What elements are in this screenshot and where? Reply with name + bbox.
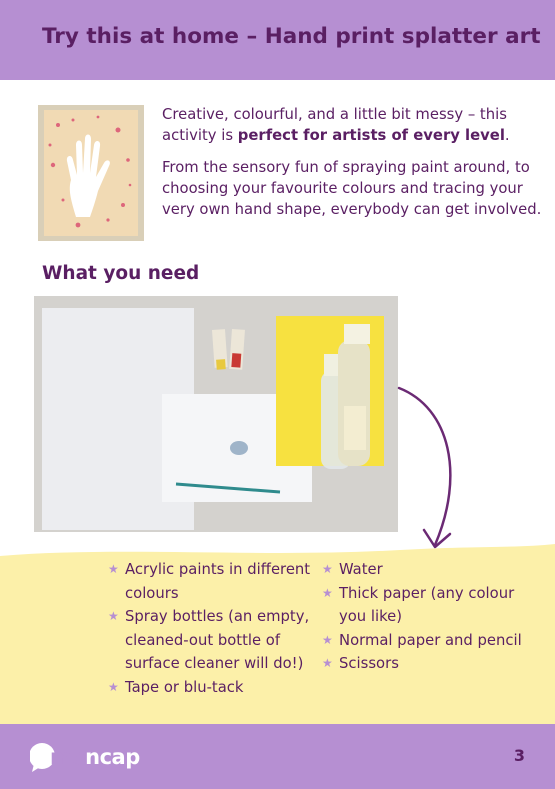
list-item: ★ Acrylic paints in different colours (108, 558, 313, 605)
star-bullet-icon: ★ (108, 562, 119, 576)
materials-list-left (108, 558, 313, 699)
list-item: ★ Scissors (322, 652, 532, 676)
list-item: ★ Thick paper (any colour you like) (322, 582, 532, 629)
section-title: What you need (42, 263, 200, 284)
star-bullet-icon: ★ (108, 609, 119, 623)
mencap-logo-text: mencap (50, 745, 140, 769)
materials-photo (34, 296, 398, 532)
list-item: ★ Water (322, 558, 532, 582)
intro-text (162, 104, 542, 231)
star-bullet-icon: ★ (108, 679, 119, 694)
materials-list-right (322, 558, 532, 676)
splatter-art-thumbnail (38, 105, 144, 241)
page-number: 3 (513, 746, 525, 765)
page-title: Try this at home – Hand print splatter art (42, 24, 541, 49)
header-band (0, 0, 555, 80)
star-bullet-icon: ★ (322, 562, 333, 576)
list-item: ★ Normal paper and pencil (322, 629, 532, 653)
star-bullet-icon: ★ (322, 585, 333, 600)
star-bullet-icon: ★ (322, 656, 333, 670)
list-item: ★ Spray bottles (an empty, cleaned-out bottle of surface cleaner will do!) (108, 605, 313, 676)
star-bullet-icon: ★ (322, 632, 333, 647)
intro-bold-phrase: perfect for artists of every level (237, 127, 505, 144)
intro-paragraph-2: From the sensory fun of spraying paint around, to choosing your favourite colours and tracing your very own hand shape, everybody can get involved. (162, 159, 542, 218)
curved-arrow-icon (395, 380, 475, 565)
list-item: ★ Tape or blu-tack (108, 676, 313, 700)
intro-paragraph-1: Creative, colourful, and a little bit messy – this activity is perfect for artists of every level. (162, 106, 510, 144)
